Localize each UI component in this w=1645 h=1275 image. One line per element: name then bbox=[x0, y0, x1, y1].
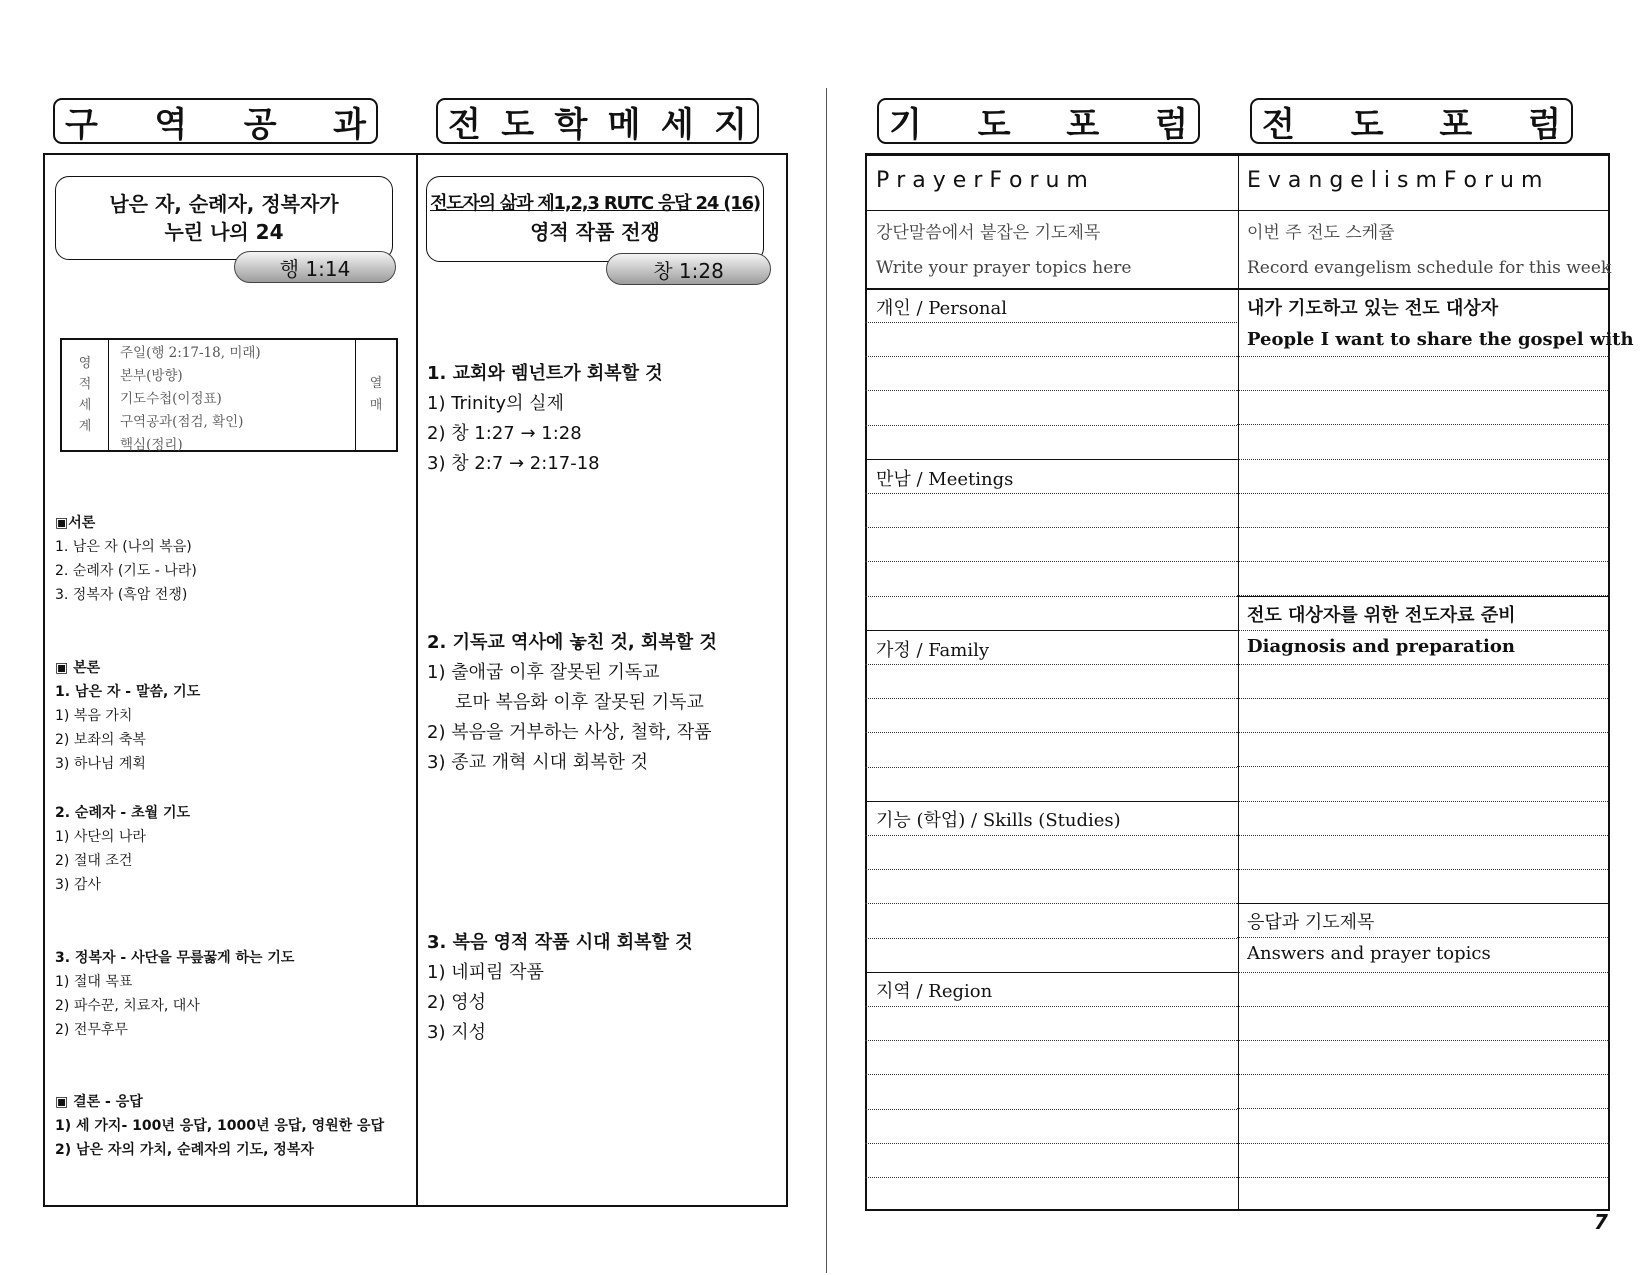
lesson-title-line1: 남은 자, 순례자, 정복자가 bbox=[109, 192, 339, 216]
page-number: 7 bbox=[1594, 1210, 1608, 1234]
prayer-forum-instruction: Write your prayer topics here bbox=[876, 258, 1132, 278]
conclusion-item: 2) 남은 자의 가치, 순례자의 기도, 정복자 bbox=[55, 1142, 314, 1158]
section-item: 2) 보좌의 축복 bbox=[55, 732, 146, 748]
message-point-title: 2. 기독교 역사에 놓친 것, 회복할 것 bbox=[427, 632, 717, 653]
prayer-section-region: 지역 / Region bbox=[876, 981, 993, 1002]
writing-line bbox=[1237, 1143, 1610, 1144]
writing-line bbox=[865, 767, 1237, 768]
table-char: 열 bbox=[369, 376, 383, 391]
writing-line bbox=[1237, 390, 1610, 391]
writing-line bbox=[1237, 1177, 1610, 1178]
writing-line bbox=[865, 835, 1237, 836]
message-point-item: 2) 복음을 거부하는 사상, 철학, 작품 bbox=[427, 722, 712, 743]
prayer-section-family: 가정 / Family bbox=[876, 640, 990, 661]
section-title: 3. 정복자 - 사단을 무릎꿇게 하는 기도 bbox=[55, 950, 295, 966]
message-point-item: 2) 영성 bbox=[427, 992, 486, 1013]
lesson-verse: 행 1:14 bbox=[279, 256, 351, 281]
section-rule bbox=[865, 801, 1237, 802]
forum-rule bbox=[865, 288, 1610, 290]
writing-line bbox=[865, 493, 1237, 494]
table-char: 세 bbox=[78, 398, 92, 413]
header-lesson bbox=[53, 98, 378, 144]
section-title: 2. 순례자 - 초월 기도 bbox=[55, 805, 191, 821]
prayer-forum-title: P r a y e r F o r u m bbox=[876, 168, 1088, 193]
section-rule bbox=[865, 972, 1237, 973]
header-char: 도 bbox=[977, 104, 1011, 145]
intro-heading: ▣서론 bbox=[55, 515, 96, 531]
section-item: 3) 하나님 계획 bbox=[55, 756, 146, 772]
message-point-item: 3) 지성 bbox=[427, 1022, 486, 1043]
writing-line bbox=[865, 322, 1237, 323]
writing-line bbox=[865, 1074, 1237, 1075]
writing-line bbox=[865, 1143, 1237, 1144]
writing-line bbox=[865, 1109, 1237, 1110]
message-point-item: 1) 출애굽 이후 잘못된 기독교 bbox=[427, 662, 660, 683]
table-col-middle bbox=[120, 342, 261, 457]
evangelism-forum-title: E v a n g e l i s m F o r u m bbox=[1247, 168, 1543, 193]
prayer-section-meetings: 만남 / Meetings bbox=[876, 469, 1014, 490]
writing-line bbox=[1237, 937, 1610, 938]
writing-line bbox=[865, 869, 1237, 870]
intro-item: 1. 남은 자 (나의 복음) bbox=[55, 539, 192, 555]
writing-line bbox=[1237, 732, 1610, 733]
header-char: 도 bbox=[1350, 104, 1384, 145]
message-point-item: 로마 복음화 이후 잘못된 기독교 bbox=[455, 692, 704, 713]
conclusion-heading: ▣ 결론 - 응답 bbox=[55, 1094, 143, 1110]
message-verse: 창 1:28 bbox=[653, 258, 724, 283]
header-evangelism-forum bbox=[1250, 98, 1573, 144]
section-item: 2) 파수꾼, 치료자, 대사 bbox=[55, 998, 200, 1014]
message-point-item: 3) 종교 개혁 시대 회복한 것 bbox=[427, 752, 648, 773]
header-prayer-forum bbox=[877, 98, 1200, 144]
lesson-title-box bbox=[55, 176, 393, 260]
writing-line bbox=[1237, 493, 1610, 494]
evangelism-section-targets: 내가 기도하고 있는 전도 대상자 bbox=[1247, 298, 1499, 319]
section-title: 1. 남은 자 - 말씀, 기도 bbox=[55, 684, 201, 700]
header-char: 지 bbox=[714, 104, 747, 145]
header-char: 과 bbox=[333, 104, 366, 145]
prayer-forum-subtitle: 강단말씀에서 붙잡은 기도제목 bbox=[876, 223, 1101, 243]
evangelism-section-answers-en: Answers and prayer topics bbox=[1247, 943, 1491, 964]
body-heading: ▣ 본론 bbox=[55, 660, 101, 676]
section-item: 3) 감사 bbox=[55, 877, 101, 893]
writing-line bbox=[1237, 664, 1610, 665]
writing-line bbox=[865, 1040, 1237, 1041]
writing-line bbox=[1237, 630, 1610, 631]
evangelism-section-answers: 응답과 기도제목 bbox=[1247, 912, 1375, 933]
section-item: 1) 절대 목표 bbox=[55, 974, 133, 990]
evangelism-forum-subtitle: 이번 주 전도 스케쥴 bbox=[1247, 223, 1395, 243]
header-char: 전 bbox=[1262, 104, 1295, 145]
message-point-item: 2) 창 1:27 → 1:28 bbox=[427, 423, 582, 444]
table-char: 적 bbox=[78, 377, 92, 392]
writing-line bbox=[865, 664, 1237, 665]
table-col-left bbox=[62, 340, 109, 450]
writing-line bbox=[865, 1177, 1237, 1178]
header-message bbox=[436, 98, 759, 144]
section-item: 2) 절대 조건 bbox=[55, 853, 133, 869]
header-char: 포 bbox=[1439, 104, 1473, 145]
writing-line bbox=[865, 596, 1237, 597]
writing-line bbox=[865, 390, 1237, 391]
header-char: 역 bbox=[154, 104, 188, 145]
section-rule bbox=[1237, 596, 1610, 597]
forum-rule bbox=[865, 210, 1610, 211]
writing-line bbox=[1237, 972, 1610, 973]
section-rule bbox=[865, 630, 1237, 631]
section-rule bbox=[1237, 903, 1610, 904]
message-title-line1: 전도자의 삶과 제1,2,3 RUTC 응답 24 (16) bbox=[430, 193, 760, 214]
prayer-section-personal: 개인 / Personal bbox=[876, 298, 1007, 319]
writing-line bbox=[1237, 698, 1610, 699]
message-point-item: 3) 창 2:7 → 2:17-18 bbox=[427, 453, 600, 474]
message-point-item: 1) Trinity의 실제 bbox=[427, 393, 564, 414]
header-char: 럼 bbox=[1528, 104, 1561, 145]
page-fold-line bbox=[826, 88, 827, 1273]
message-title-box bbox=[426, 176, 764, 262]
lesson-verse-badge bbox=[234, 251, 396, 283]
table-row: 기도수첩(이정표) bbox=[120, 391, 222, 407]
message-point-title: 1. 교회와 렘넌트가 회복할 것 bbox=[427, 363, 663, 384]
writing-line bbox=[1237, 766, 1610, 767]
message-point-title: 3. 복음 영적 작품 시대 회복할 것 bbox=[427, 932, 693, 953]
writing-line bbox=[1237, 459, 1610, 460]
conclusion-item: 1) 세 가지- 100년 응답, 1000년 응답, 영원한 응답 bbox=[55, 1118, 385, 1134]
intro-item: 3. 정복자 (흑암 전쟁) bbox=[55, 587, 188, 603]
header-char: 전 bbox=[448, 104, 481, 145]
header-char: 포 bbox=[1066, 104, 1100, 145]
table-col-right bbox=[355, 340, 396, 450]
writing-line bbox=[865, 732, 1237, 733]
forum-column-divider bbox=[1238, 156, 1239, 1209]
writing-line bbox=[1237, 527, 1610, 528]
section-item: 2) 전무후무 bbox=[55, 1022, 128, 1038]
writing-line bbox=[865, 903, 1237, 904]
header-char: 구 bbox=[65, 104, 98, 145]
writing-line bbox=[1237, 1108, 1610, 1109]
section-rule bbox=[865, 459, 1237, 460]
header-char: 메 bbox=[607, 104, 641, 145]
table-char: 계 bbox=[78, 419, 92, 434]
table-row: 주일(행 2:17-18, 미래) bbox=[120, 345, 261, 361]
writing-line bbox=[1237, 801, 1610, 802]
evangelism-section-targets-en: People I want to share the gospel with bbox=[1247, 329, 1634, 350]
prayer-section-skills: 기능 (학업) / Skills (Studies) bbox=[876, 810, 1121, 831]
table-row: 구역공과(점검, 확인) bbox=[120, 414, 244, 430]
writing-line bbox=[1237, 424, 1610, 425]
message-point-item: 1) 네피림 작품 bbox=[427, 962, 544, 983]
writing-line bbox=[865, 561, 1237, 562]
message-title-line2: 영적 작품 전쟁 bbox=[530, 220, 660, 244]
evangelism-section-preparation: 전도 대상자를 위한 전도자료 준비 bbox=[1247, 605, 1516, 626]
writing-line bbox=[865, 356, 1237, 357]
header-char: 공 bbox=[243, 104, 277, 145]
header-char: 럼 bbox=[1155, 104, 1188, 145]
writing-line bbox=[865, 425, 1237, 426]
intro-item: 2. 순례자 (기도 - 나라) bbox=[55, 563, 197, 579]
column-divider bbox=[416, 155, 418, 1205]
table-char: 매 bbox=[369, 398, 383, 413]
writing-line bbox=[1237, 1006, 1610, 1007]
writing-line bbox=[865, 938, 1237, 939]
evangelism-forum-instruction: Record evangelism schedule for this week bbox=[1247, 258, 1612, 278]
writing-line bbox=[1237, 561, 1610, 562]
writing-line bbox=[865, 698, 1237, 699]
table-row: 본부(방향) bbox=[120, 368, 183, 384]
writing-line bbox=[865, 1006, 1237, 1007]
writing-line bbox=[1237, 1074, 1610, 1075]
writing-line bbox=[1237, 1040, 1610, 1041]
writing-line bbox=[1237, 356, 1610, 357]
section-item: 1) 복음 가치 bbox=[55, 708, 133, 724]
table-char: 영 bbox=[78, 356, 92, 371]
lesson-title-line2: 누린 나의 24 bbox=[164, 220, 284, 244]
writing-line bbox=[1237, 835, 1610, 836]
header-char: 도 bbox=[501, 104, 535, 145]
evangelism-section-preparation-en: Diagnosis and preparation bbox=[1247, 636, 1515, 657]
message-verse-badge bbox=[606, 253, 771, 285]
header-char: 학 bbox=[554, 104, 588, 145]
writing-line bbox=[865, 527, 1237, 528]
header-char: 세 bbox=[660, 104, 694, 145]
section-item: 1) 사단의 나라 bbox=[55, 829, 146, 845]
spiritual-world-table bbox=[60, 338, 398, 452]
header-char: 기 bbox=[889, 104, 922, 145]
writing-line bbox=[1237, 869, 1610, 870]
table-row: 핵심(정리) bbox=[120, 437, 183, 453]
